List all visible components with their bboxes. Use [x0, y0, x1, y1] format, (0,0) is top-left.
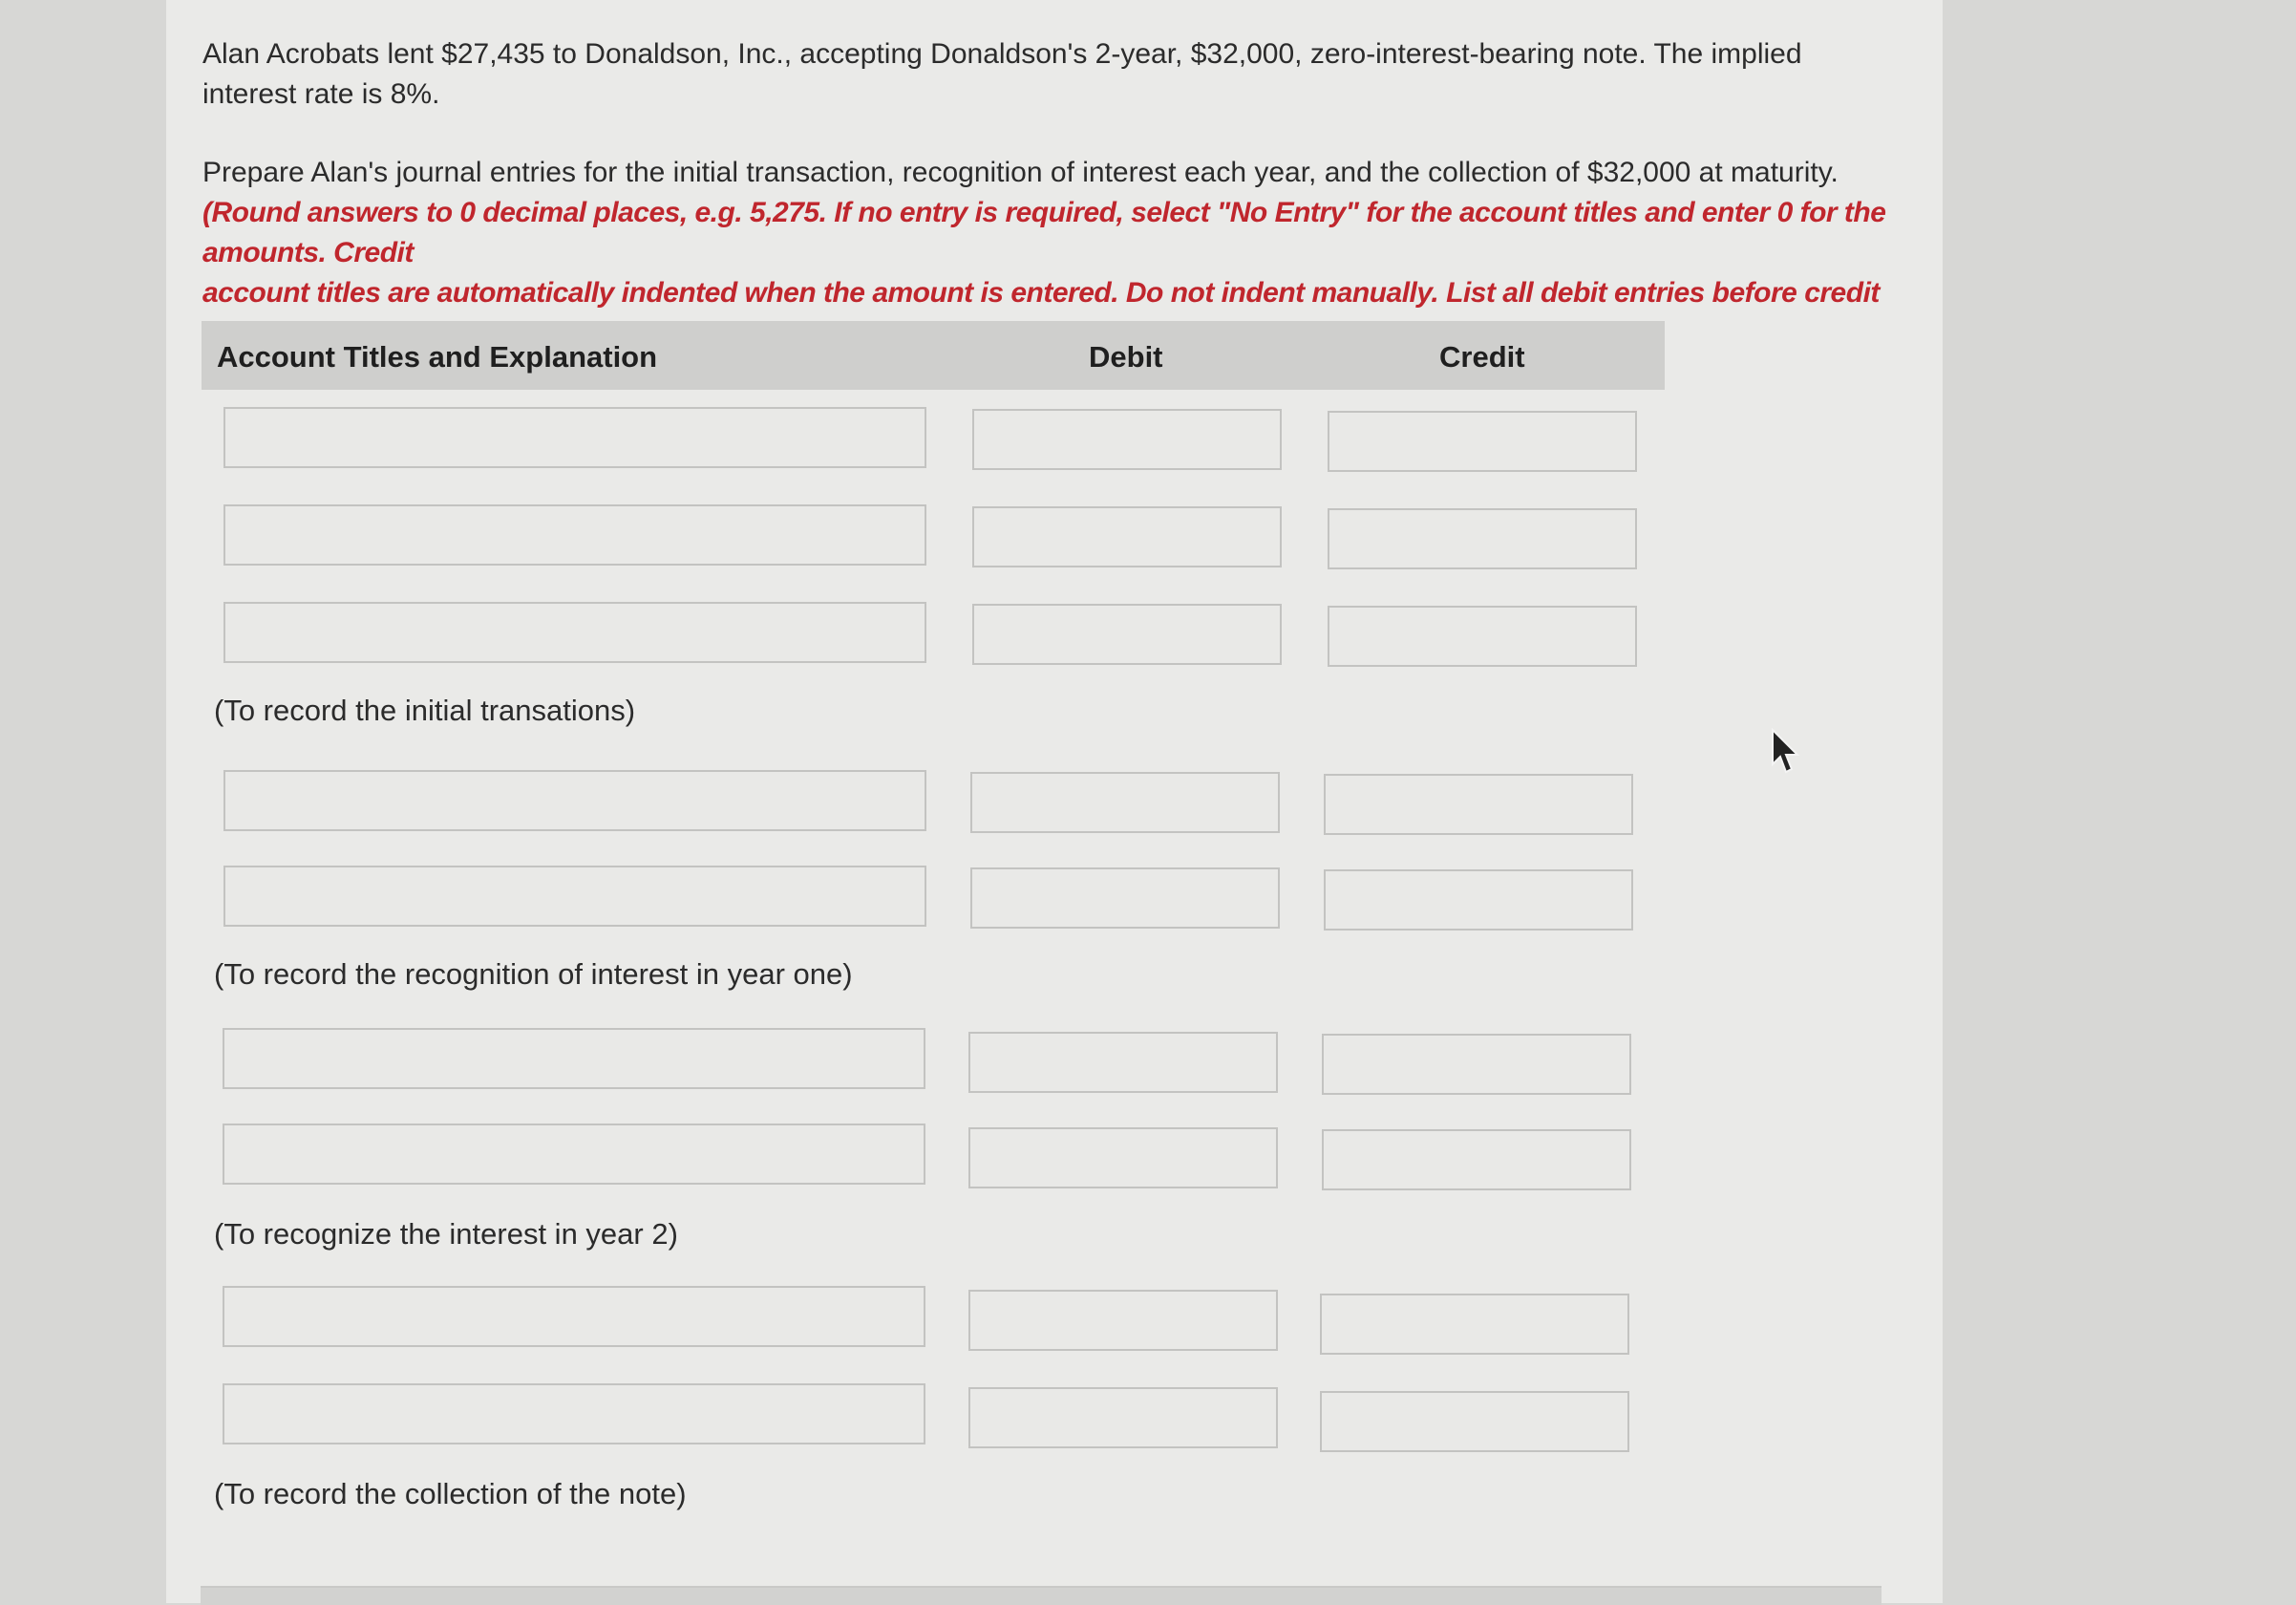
column-header-credit: Credit: [1439, 340, 1525, 374]
prepare-instruction: Prepare Alan's journal entries for the initial transaction, recognition of interest each year, and the collection of $32,000 at maturity.: [202, 157, 1839, 188]
entry2-explanation: (To record the recognition of interest in year one): [214, 957, 853, 991]
rounding-note-line-2: account titles are automatically indented when the amount is entered. Do not indent manually. List all debit entries before credit: [202, 277, 1880, 309]
entry4-row1-credit-input[interactable]: [1320, 1294, 1629, 1355]
problem-statement: [202, 34, 1941, 115]
entry2-row1-credit-input[interactable]: [1324, 774, 1633, 835]
bottom-divider: [201, 1586, 1881, 1605]
entry4-row1-account-input[interactable]: [223, 1286, 925, 1347]
entry1-row1-debit-input[interactable]: [972, 409, 1282, 470]
entry3-row1-credit-input[interactable]: [1322, 1034, 1631, 1095]
entry3-row2-credit-input[interactable]: [1322, 1129, 1631, 1190]
journal-table-header: [202, 321, 1665, 390]
entry1-row2-account-input[interactable]: [223, 504, 926, 566]
problem-statement-line-2: interest rate is 8%.: [202, 78, 440, 110]
entry2-row1-account-input[interactable]: [223, 770, 926, 831]
entry1-row3-account-input[interactable]: [223, 602, 926, 663]
mouse-pointer-icon: [1769, 728, 1801, 776]
problem-statement-line-1: Alan Acrobats lent $27,435 to Donaldson, Inc., accepting Donaldson's 2-year, $32,000, zero-interest-bearing note. The implied: [202, 38, 1802, 70]
entry4-explanation: (To record the collection of the note): [214, 1477, 687, 1510]
entry1-explanation: (To record the initial transations): [214, 694, 636, 727]
entry2-row2-credit-input[interactable]: [1324, 869, 1633, 931]
entry1-row1-credit-input[interactable]: [1328, 411, 1637, 472]
entry1-row3-debit-input[interactable]: [972, 604, 1282, 665]
entry4-row2-credit-input[interactable]: [1320, 1391, 1629, 1452]
entry1-row2-debit-input[interactable]: [972, 506, 1282, 567]
entry3-row1-debit-input[interactable]: [968, 1032, 1278, 1093]
entry3-explanation: (To recognize the interest in year 2): [214, 1217, 678, 1251]
entry1-row2-credit-input[interactable]: [1328, 508, 1637, 569]
entry2-row2-account-input[interactable]: [223, 866, 926, 927]
rounding-note-line-1: (Round answers to 0 decimal places, e.g. 5,275. If no entry is required, select "No Entry" for the account titles and enter 0 for the amounts. Credit: [202, 197, 1886, 268]
entry4-row2-account-input[interactable]: [223, 1383, 925, 1444]
entry3-row2-account-input[interactable]: [223, 1124, 925, 1185]
entry1-row3-credit-input[interactable]: [1328, 606, 1637, 667]
entry2-row2-debit-input[interactable]: [970, 867, 1280, 929]
entry2-row1-debit-input[interactable]: [970, 772, 1280, 833]
entry3-row1-account-input[interactable]: [223, 1028, 925, 1089]
entry1-row1-account-input[interactable]: [223, 407, 926, 468]
column-header-debit: Debit: [1089, 340, 1163, 374]
column-header-account-titles: Account Titles and Explanation: [217, 340, 658, 374]
entry4-row1-debit-input[interactable]: [968, 1290, 1278, 1351]
entry3-row2-debit-input[interactable]: [968, 1127, 1278, 1188]
entry4-row2-debit-input[interactable]: [968, 1387, 1278, 1448]
